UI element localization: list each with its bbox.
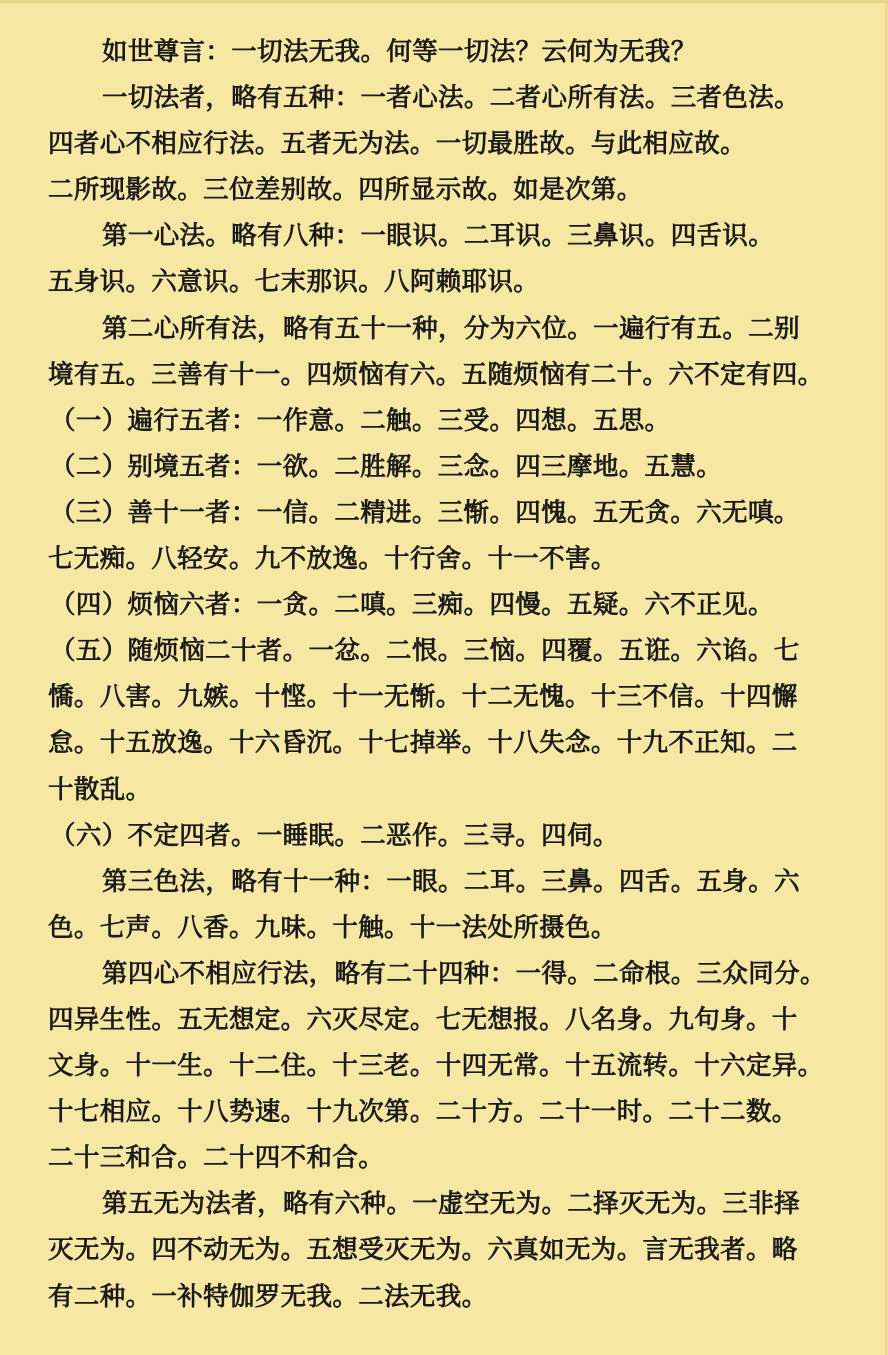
text-line: 二所现影故。三位差别故。四所显示故。如是次第。: [48, 175, 643, 206]
text-line: 境有五。三善有十一。四烦恼有六。五随烦恼有二十。六不定有四。: [48, 359, 824, 390]
text-line: （四）烦恼六者：一贪。二嗔。三痴。四慢。五疑。六不正见。: [50, 590, 774, 621]
text-line: 第五无为法者，略有六种。一虚空无为。二择灭无为。三非择: [102, 1189, 800, 1220]
scripture-text: [48, 29, 848, 1320]
text-line: 七无痴。八轻安。九不放逸。十行舍。十一不害。: [48, 544, 617, 575]
text-line: 憍。八害。九嫉。十悭。十一无惭。十二无愧。十三不信。十四懈: [48, 682, 798, 713]
text-line: 十散乱。: [48, 774, 152, 805]
text-line: 四者心不相应行法。五者无为法。一切最胜故。与此相应故。: [48, 129, 746, 160]
text-line: 二十三和合。二十四不和合。: [48, 1143, 385, 1174]
text-line: （二）别境五者：一欲。二胜解。三念。四三摩地。五慧。: [50, 451, 723, 482]
text-line: 文身。十一生。十二住。十三老。十四无常。十五流转。十六定异。: [48, 1051, 824, 1082]
text-line: （一）遍行五者：一作意。二触。三受。四想。五思。: [50, 405, 671, 436]
text-line: 第三色法，略有十一种：一眼。二耳。三鼻。四舌。五身。六: [102, 866, 800, 897]
text-line: 一切法者，略有五种：一者心法。二者心所有法。三者色法。: [102, 83, 800, 114]
text-line: （六）不定四者。一睡眠。二恶作。三寻。四伺。: [50, 820, 619, 851]
text-line: 五身识。六意识。七末那识。八阿赖耶识。: [48, 267, 540, 298]
text-line: （五）随烦恼二十者。一忿。二恨。三恼。四覆。五诳。六谄。七: [50, 636, 800, 667]
text-line: 如世尊言：一切法无我。何等一切法？云何为无我？: [102, 37, 697, 67]
text-line: 四异生性。五无想定。六灭尽定。七无想报。八名身。九句身。十: [48, 1004, 798, 1035]
text-line: 怠。十五放逸。十六昏沉。十七掉举。十八失念。十九不正知。二: [48, 728, 798, 759]
text-line: 第二心所有法，略有五十一种，分为六位。一遍行有五。二别: [102, 313, 800, 344]
text-line: 第四心不相应行法，略有二十四种：一得。二命根。三众同分。: [102, 958, 826, 989]
text-line: 第一心法。略有八种：一眼识。二耳识。三鼻识。四舌识。: [102, 221, 775, 252]
text-line: 色。七声。八香。九味。十触。十一法处所摄色。: [48, 912, 617, 943]
text-line: 灭无为。四不动无为。五想受灭无为。六真如无为。言无我者。略: [48, 1235, 798, 1266]
text-line: 十七相应。十八势速。十九次第。二十方。二十一时。二十二数。: [48, 1097, 798, 1128]
text-line: 有二种。一补特伽罗无我。二法无我。: [48, 1281, 488, 1312]
text-line: （三）善十一者：一信。二精进。三惭。四愧。五无贪。六无嗔。: [50, 497, 800, 528]
